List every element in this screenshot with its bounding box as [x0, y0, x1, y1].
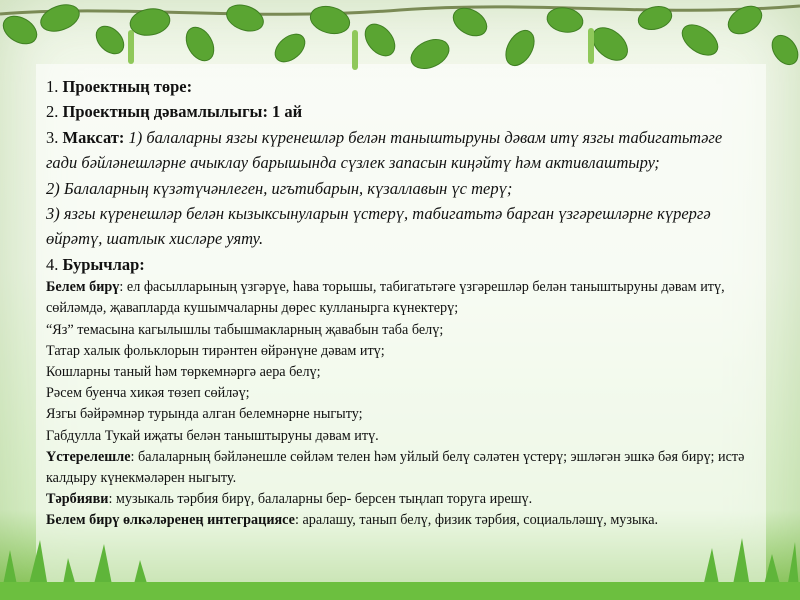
task-item: Язгы бәйрәмнәр турында алган белемнәрне ныгыту; [46, 406, 363, 423]
section-number: 1. [46, 77, 59, 96]
section-number: 3. [46, 127, 59, 147]
task-label: Тәрбияви [46, 491, 109, 508]
section-label: Проектның дәвамлылыгы: 1 ай [62, 102, 303, 122]
grass-decoration [0, 530, 800, 600]
section-label: Проектның төре: [62, 77, 193, 96]
goal-2: 2) Балаларның күзәтүчәнлеген, игътибарын, күзаллавын үс терү; [46, 178, 513, 198]
section-label: Бурычлар: [62, 254, 145, 274]
task-text: : музыкаль тәрбия бирү, балаларны бер- берсен тыңлап торуга ирешү. [108, 491, 533, 508]
section-1 [46, 74, 756, 99]
goal-3: 3) язгы күренешләр белән кызыксынуларын үстерү, табигатьтә барган үзгәрешләрне күрергә өйрәтү, шатлык хисләре уяту. [46, 204, 711, 249]
task-item: “Яз” темасына кагылышлы табышмакларның җавабын таба белү; [46, 321, 444, 338]
task-item: Кошларны таный һәм төркемнәргә аера белү; [46, 364, 321, 381]
section-number: 4. [46, 254, 59, 274]
task-text: : ел фасылларының үзгәрүе, һава торышы, табигатьтәге үзгәрешләр белән таныштыруны дәвам итү, сөйләмдә, җавапларда кушымчаларны дөрес кулланырга күнектерү; [46, 279, 725, 317]
task-knowledge [46, 277, 756, 319]
section-4 [46, 252, 756, 277]
section-3 [46, 125, 756, 176]
task-item: Рәсем буенча хикәя төзеп сөйләү; [46, 385, 250, 402]
task-item: Габдулла Тукай иҗаты белән таныштыруны дәвам итү. [46, 427, 379, 444]
task-text: : балаларның бәйләнешле сөйләм телен һәм уйлый белү сәләтен үстерү; эшләгән эшкә бәя бирү; истә калдыру күнекмәләрен ныгыту. [46, 448, 745, 487]
section-2 [46, 99, 756, 124]
task-integration [46, 510, 756, 531]
document-text [46, 74, 756, 532]
task-development [46, 447, 756, 489]
section-label: Максат: [62, 127, 125, 147]
task-label: Белем бирү өлкәләренең интеграциясе [46, 512, 295, 529]
task-item: Татар халык фольклорын тирәнтен өйрәнүне дәвам итү; [46, 342, 385, 359]
task-label: Белем бирү [46, 279, 120, 296]
section-number: 2. [46, 102, 59, 122]
task-text: : аралашу, танып белү, физик тәрбия, социальләшү, музыка. [294, 512, 659, 529]
task-education [46, 489, 756, 510]
goal-1: 1) балаларны язгы күренешләр белән таныштыруны дәвам итү язгы табигатьтәге гади бәйләнешләрне ачыклау барышында сүзлек запасын киңәйтү һәм активлаштыру; [46, 127, 723, 173]
task-label: Үстерелешле [46, 448, 131, 465]
